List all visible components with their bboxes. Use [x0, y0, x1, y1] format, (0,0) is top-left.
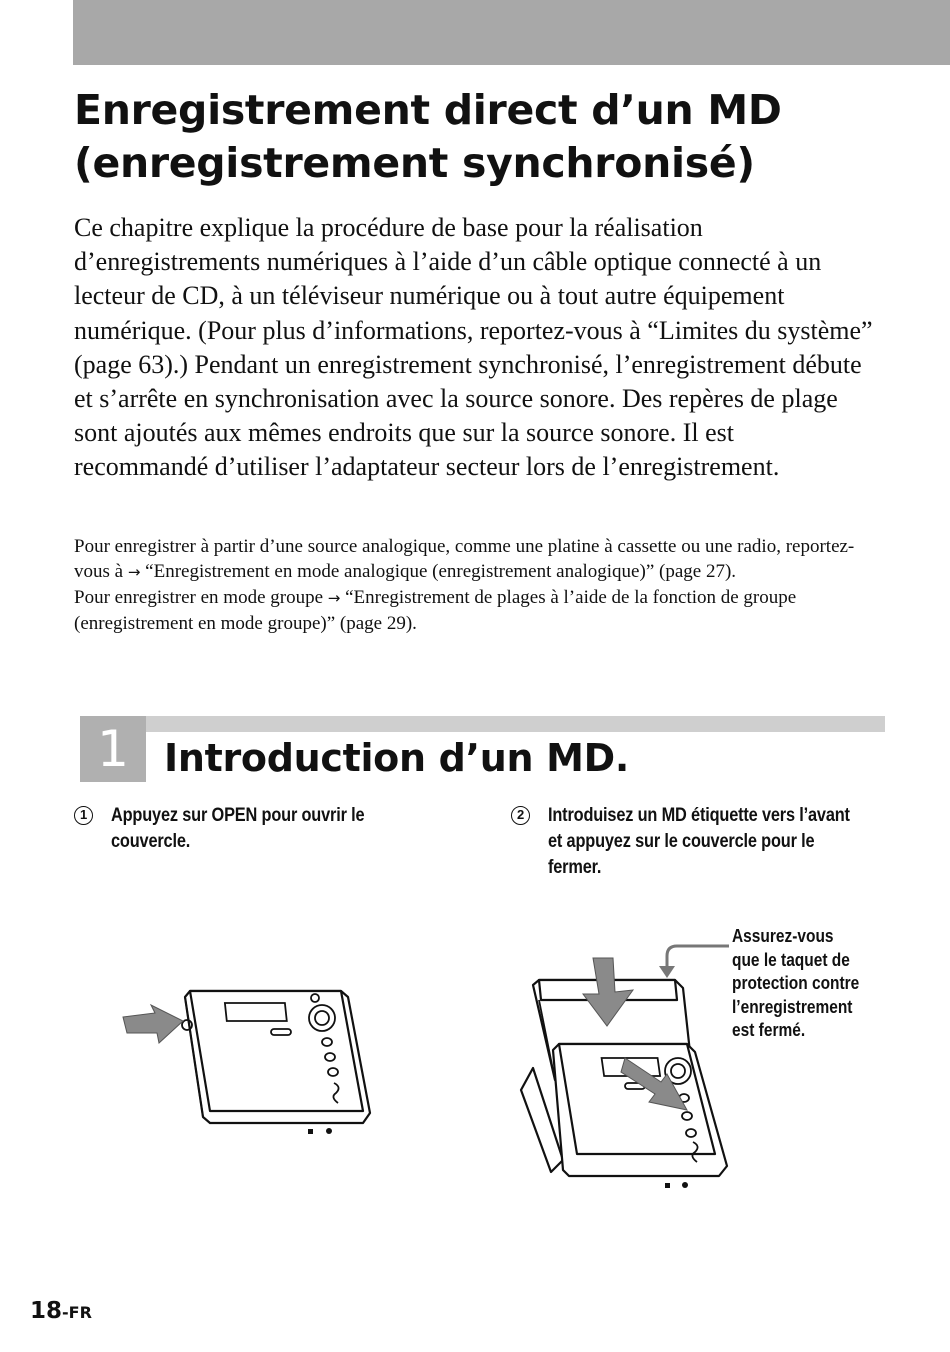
page-number-value: 18: [30, 1298, 63, 1324]
callout-leader-line: [667, 946, 729, 970]
callout-arrowhead-icon: [659, 966, 675, 978]
substep-number-1: 1: [74, 806, 93, 825]
arrow-right-icon: →: [127, 563, 141, 581]
header-band: [73, 0, 950, 65]
intro-paragraph: Ce chapitre explique la procédure de base pour la réalisation d’enregistrements numériques à l’aide d’un câble optique connecté à un lecteur de CD, à un téléviseur numérique ou à tout autre équipement numérique. (Pour plus d’informations, reportez-vous à “Limites du système” (page 63).) Pendant un enregistrement synchronisé, l’enregistrement débute et s’arrête en synchronisation avec la source sonore. Des repères de plage sont ajoutés aux mêmes endroits que sur la source sonore. Il est recommandé d’utiliser l’adaptateur secteur lors de l’enregistrement.: [74, 213, 873, 482]
callout-line: l’enregistrement: [732, 996, 853, 1017]
analog-note: [74, 534, 874, 585]
page-number-suffix: -FR: [62, 1303, 92, 1322]
page-title: [74, 84, 904, 190]
group-note-text: Pour enregistrer en mode groupe: [74, 587, 324, 608]
substep-1: [74, 803, 454, 855]
substep-number-2: 2: [511, 806, 530, 825]
cross-reference-notes: [74, 534, 874, 636]
analog-note-text: Pour enregistrer à partir d’une source analogique, comme une platine à cassette ou une radio, reportez-vous à: [74, 536, 855, 582]
group-note: [74, 585, 874, 636]
arrow-pointer-icon: [123, 1005, 183, 1043]
md-insertion-illustration: [515, 940, 735, 1200]
substep-1-text: Appuyez sur OPEN pour ouvrir le couvercle.: [111, 805, 365, 852]
write-protect-callout: [732, 925, 870, 1043]
callout-line: protection contre: [732, 973, 860, 993]
page-number: [30, 1298, 92, 1324]
step-number-badge: 1: [80, 716, 146, 782]
page-title-line-1: Enregistrement direct d’un MD: [74, 86, 782, 134]
arrow-right-icon: →: [327, 589, 341, 607]
md-recorder-open-illustration: [115, 985, 380, 1145]
callout-line: que le taquet de: [732, 949, 850, 970]
page-title-line-2: (enregistrement synchronisé): [74, 139, 755, 187]
group-note-ref: “Enregistrement de plages à l’aide de la fonction de groupe (enregistrement en mode groupe)” (page 29).: [74, 587, 797, 634]
step-title: Introduction d’un MD.: [164, 736, 630, 780]
substep-2-text: Introduisez un MD étiquette vers l’avant et appuyez sur le couvercle pour le fermer.: [548, 805, 850, 878]
callout-line: est fermé.: [732, 1020, 806, 1040]
analog-note-ref: “Enregistrement en mode analogique (enregistrement analogique)” (page 27).: [145, 561, 737, 582]
step-header-bar: [146, 716, 885, 732]
callout-line: Assurez-vous: [732, 926, 834, 946]
substep-2: [511, 803, 911, 881]
